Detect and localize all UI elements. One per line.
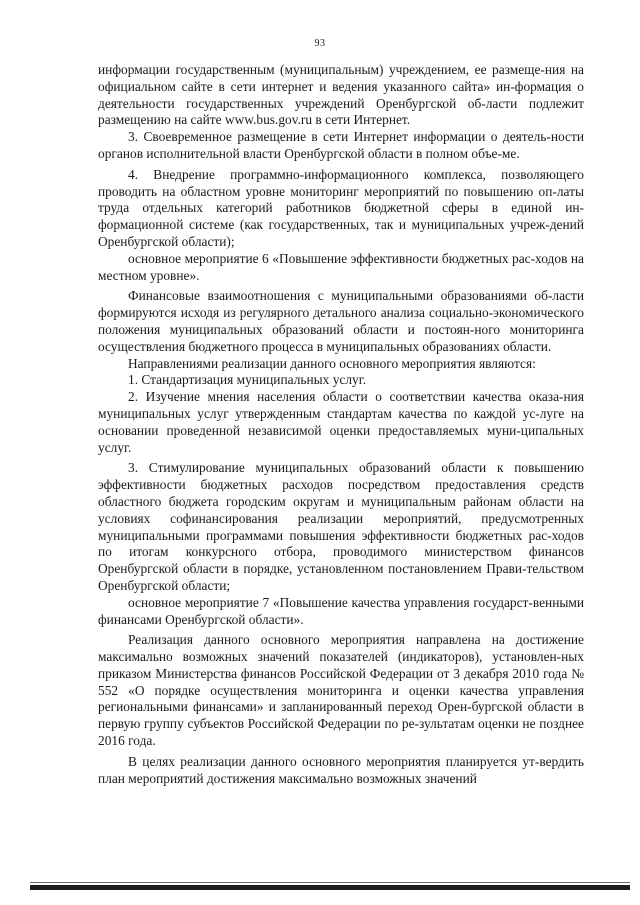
scan-edge-line	[30, 882, 630, 883]
page-number: 93	[314, 38, 326, 49]
paragraph-item-3-stimulation: 3. Стимулирование муниципальных образований области к повышению эффективности бюджетных расходов посредством предоставления средств областного бюджета городским округам и муниципальным районам области на условиях софинансирования реализации мероприятий, предусмотренных муниципальными программами повышения эффективности бюджетных рас-ходов по итогам конкурсного отбора, проводимого министерством финансов Оренбургской области в порядке, установленном постановлением Прави-тельством Оренбургской области;	[98, 460, 584, 593]
paragraph-implementation: Реализация данного основного мероприятия направлена на достижение максимально возможных значений показателей (индикаторов), установлен-ных приказом Министерства финансов Российской Федерации от 3 декабря 2010 года № 552 «О порядке осуществления мониторинга и оценки качества управления региональными финансами» и запланированный переход Орен-бургской области в первую группу субъектов Российской Федерации по ре-зультатам оценки не позднее 2016 года.	[98, 632, 584, 749]
document-body	[98, 62, 584, 787]
paragraph-financial-relations: Финансовые взаимоотношения с муниципальными образованиями об-ласти формируются исходя из регулярного детального анализа социально-экономического положения муниципальных образований области и постоян-ного мониторинга осуществления бюджетного процесса в муниципальных образованиях области.	[98, 288, 584, 354]
paragraph-plan: В целях реализации данного основного мероприятия планируется ут-вердить план мероприятий достижения максимально возможных значений	[98, 753, 584, 786]
paragraph-main-activity-7: основное мероприятие 7 «Повышение качества управления государст-венными финансами Оренбургской области».	[98, 594, 584, 627]
paragraph-main-activity-6: основное мероприятие 6 «Повышение эффективности бюджетных рас-ходов на местном уровне».	[98, 250, 584, 283]
paragraph-item-4-software: 4. Внедрение программно-информационного комплекса, позволяющего проводить на областном уровне мониторинг мероприятий по повышению оп-латы труда отдельных категорий работников бюджетной сферы в единой ин-формационной системе (как государственных, так и муниципальных учреж-дений Оренбургской области);	[98, 166, 584, 249]
paragraph-website-info: информации государственным (муниципальным) учреждением, ее размеще-ния на официальном сайте в сети интернет и ведения указанного сайта» ин-формация о деятельности государственных учреждений Оренбургской об-ласти подлежит размещению на сайте www.bus.gov.ru в сети Интернет.	[98, 62, 584, 128]
paragraph-item-3-internet: 3. Своевременное размещение в сети Интернет информации о деятель-ности органов исполнительной власти Оренбургской области в полном объе-ме.	[98, 129, 584, 161]
paragraph-directions-heading: Направлениями реализации данного основного мероприятия являются:	[128, 355, 536, 371]
paragraph-item-2-opinion: 2. Изучение мнения населения области о соответствии качества оказа-ния муниципальных услуг утвержденным стандартам качества по каждой ус-луге на основании проведенной независимой оценки предоставляемых муни-ципальных услуг.	[98, 389, 584, 455]
scan-edge-bar	[30, 885, 630, 890]
paragraph-item-1-standardization: 1. Стандартизация муниципальных услуг.	[128, 372, 367, 388]
